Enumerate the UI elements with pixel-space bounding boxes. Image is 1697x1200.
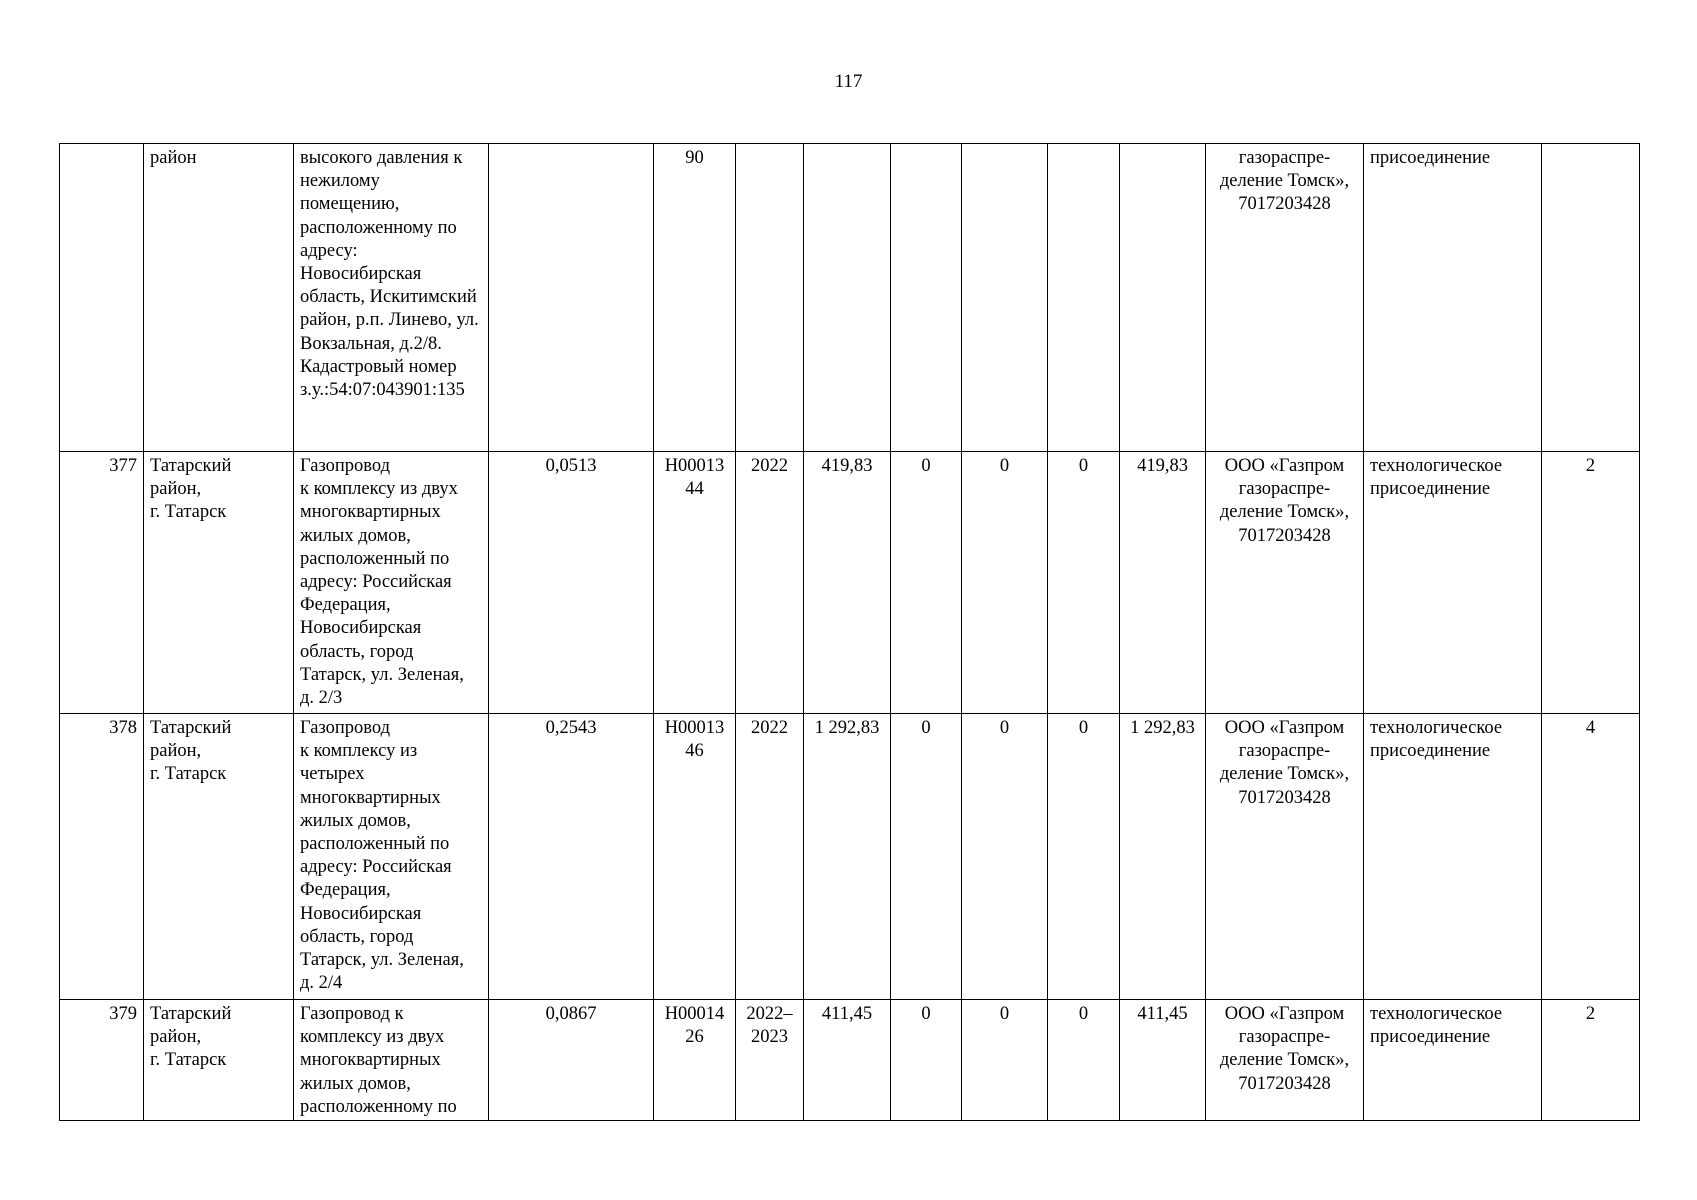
code-cell: 90 [654, 144, 736, 452]
row-number: 377 [60, 452, 144, 714]
description-cell: Газопровод к комплексу из двух многоквартирных жилых домов, расположенный по адресу: Российская Федерация, Новосибирская область, город Татарск, ул. Зеленая, д. 2/3 [294, 452, 489, 714]
district-cell: Татарский район, г. Татарск [144, 452, 294, 714]
district-cell: Татарский район, г. Татарск [144, 714, 294, 1000]
years-cell: 2022 [736, 452, 804, 714]
district-cell: Татарский район, г. Татарск [144, 1000, 294, 1121]
row-number: 379 [60, 1000, 144, 1121]
value-cell: 1 292,83 [1120, 714, 1206, 1000]
length-cell [489, 144, 654, 452]
count-cell: 2 [1542, 1000, 1640, 1121]
count-cell: 2 [1542, 452, 1640, 714]
value-cell: 0 [1048, 714, 1120, 1000]
value-cell: 0 [962, 1000, 1048, 1121]
basis-cell: технологическое присоединение [1364, 452, 1542, 714]
length-cell: 0,2543 [489, 714, 654, 1000]
table-row [60, 452, 1640, 714]
value-cell: 0 [962, 452, 1048, 714]
table-row [60, 714, 1640, 1000]
value-cell [1048, 144, 1120, 452]
total-cell: 411,45 [804, 1000, 891, 1121]
code-cell: Н00013 44 [654, 452, 736, 714]
value-cell [1120, 144, 1206, 452]
length-cell: 0,0867 [489, 1000, 654, 1121]
page-number: 117 [834, 71, 863, 92]
value-cell: 0 [962, 714, 1048, 1000]
value-cell: 0 [891, 452, 962, 714]
years-cell: 2022 [736, 714, 804, 1000]
total-cell [804, 144, 891, 452]
total-cell: 419,83 [804, 452, 891, 714]
value-cell [962, 144, 1048, 452]
organization-cell: ООО «Газпром газораспре- деление Томск», 7017203428 [1206, 452, 1364, 714]
row-number: 378 [60, 714, 144, 1000]
description-cell: высокого давления к нежилому помещению, расположенному по адресу: Новосибирская область, Искитимский район, р.п. Линево, ул. Вокзальная, д.2/8. Кадастровый номер з.у.:54:07:043901:135 [294, 144, 489, 452]
length-cell: 0,0513 [489, 452, 654, 714]
basis-cell: технологическое присоединение [1364, 1000, 1542, 1121]
basis-cell: присоединение [1364, 144, 1542, 452]
basis-cell: технологическое присоединение [1364, 714, 1542, 1000]
value-cell: 411,45 [1120, 1000, 1206, 1121]
organization-cell: ООО «Газпром газораспре- деление Томск», 7017203428 [1206, 1000, 1364, 1121]
count-cell: 4 [1542, 714, 1640, 1000]
value-cell: 0 [1048, 452, 1120, 714]
total-cell: 1 292,83 [804, 714, 891, 1000]
value-cell [891, 144, 962, 452]
description-cell: Газопровод к комплексу из четырех многоквартирных жилых домов, расположенный по адресу: Российская Федерация, Новосибирская область, город Татарск, ул. Зеленая, д. 2/4 [294, 714, 489, 1000]
registry-table [59, 143, 1640, 1121]
code-cell: Н00014 26 [654, 1000, 736, 1121]
years-cell [736, 144, 804, 452]
code-cell: Н00013 46 [654, 714, 736, 1000]
description-cell: Газопровод к комплексу из двух многоквартирных жилых домов, расположенному по [294, 1000, 489, 1121]
table-row [60, 144, 1640, 452]
row-number [60, 144, 144, 452]
district-cell: район [144, 144, 294, 452]
count-cell [1542, 144, 1640, 452]
table-row [60, 1000, 1640, 1121]
value-cell: 0 [1048, 1000, 1120, 1121]
organization-cell: ООО «Газпром газораспре- деление Томск», 7017203428 [1206, 714, 1364, 1000]
value-cell: 0 [891, 714, 962, 1000]
value-cell: 419,83 [1120, 452, 1206, 714]
years-cell: 2022– 2023 [736, 1000, 804, 1121]
value-cell: 0 [891, 1000, 962, 1121]
organization-cell: газораспре- деление Томск», 7017203428 [1206, 144, 1364, 452]
